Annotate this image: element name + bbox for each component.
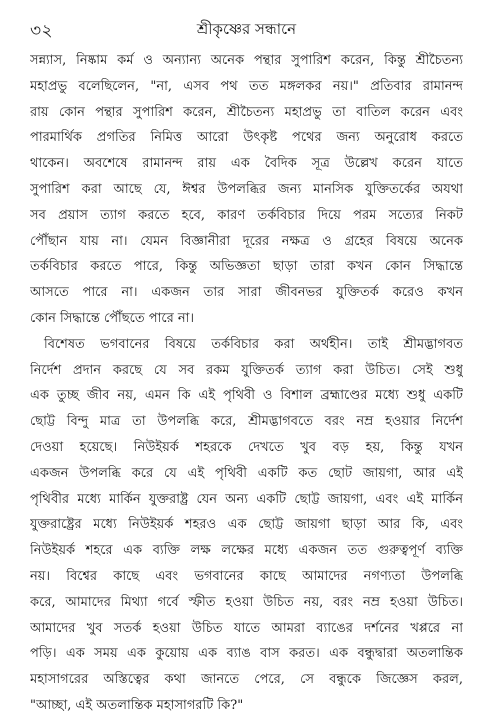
text-line: সুপারিশ করা আছে যে, ঈশ্বর উপলব্ধির জন্য মানসিক যুক্তিতর্কের অযথা: [30, 181, 463, 197]
text-line: একজন উপলব্ধি করে যে এই পৃথিবী একটি কত ছোট জায়গা, আর এই: [30, 465, 463, 481]
text-line: নয়। বিশ্বের কাছে এবং ভগবানের কাছে আমাদের নগণ্যতা উপলব্ধি: [30, 568, 463, 584]
text-line: আসতে পারে না। একজন তার সারা জীবনভর যুক্তিতর্ক করেও কখন: [30, 285, 463, 301]
text-line: মহাপ্রভু বলেছিলেন, "না, এসব পথ তত মঙ্গলকর নয়।" প্রতিবার রামানন্দ: [30, 78, 463, 94]
text-line: এক তুচ্ছ জীব নয়, এমন কি এই পৃথিবী ও বিশাল ব্রহ্মাণ্ডের মধ্যে শুধু একটি: [30, 388, 463, 404]
text-line: পারমার্থিক প্রগতির নিমিত্ত আরো উৎকৃষ্ট পথের জন্য অনুরোধ করতে: [30, 130, 463, 146]
text-line: পড়ি। এক সময় এক কুয়োয় এক ব্যাঙ বাস করত। এক বন্ধুদ্বারা অতলান্তিক: [30, 646, 463, 662]
text-line: করে, আমাদের মিথ্যা গর্বে স্ফীত হওয়া উচিত নয়, বরং নম্র হওয়া উচিত।: [30, 594, 463, 610]
text-line: থাকেন। অবশেষে রামানন্দ রায় এক বৈদিক সূত্র উল্লেখ করেন যাতে: [30, 156, 463, 172]
text-line: পৃথিবীর মধ্যে মার্কিন যুক্তরাষ্ট্র যেন অন্য একটি ছোট্ট জায়গা, এবং এই মার্কিন: [30, 491, 463, 507]
paragraph-start-line: বিশেষত ভগবানের বিষয়ে তর্কবিচার করা অর্থহীন। তাই শ্রীমদ্ভাগবত: [44, 336, 463, 352]
paragraph-end-line: কোন সিদ্ধান্তে পৌঁছতে পারে না।: [30, 310, 195, 326]
text-line: "আচ্ছা, এই অতলান্তিক মহাসাগরটি কি?": [30, 697, 244, 713]
text-line: দেওয়া হয়েছে। নিউইয়র্ক শহরকে দেখতে খুব বড় হয়, কিন্তু যখন: [30, 439, 463, 455]
running-title: শ্রীকৃষ্ণের সন্ধানে: [196, 20, 297, 38]
text-line: সন্ন্যাস, নিষ্কাম কর্ম ও অন্যান্য অনেক পন্থার সুপারিশ করেন, কিন্তু শ্রীচৈতন্য: [30, 53, 463, 68]
text-line: মহাসাগরের অস্তিত্বের কথা জানতে পেরে, সে বন্ধুকে জিজ্ঞেস করল,: [30, 672, 463, 688]
text-line: ছোট্ট বিন্দু মাত্র তা উপলব্ধি করে, শ্রীমদ্ভাগবতে বরং নম্র হওয়ার নির্দেশ: [30, 414, 463, 430]
text-line: তর্কবিচার করতে পারে, কিন্তু অভিজ্ঞতা ছাড়া তারা কখন কোন সিদ্ধান্তে: [30, 259, 463, 275]
text-line: পৌঁছান যায় না। যেমন বিজ্ঞানীরা দূরের নক্ষত্র ও গ্রহের বিষয়ে অনেক: [30, 233, 463, 249]
page-header: [30, 8, 463, 40]
page-number: ৩২: [30, 21, 54, 41]
text-line: সব প্রয়াস ত্যাগ করতে হবে, কারণ তর্কবিচার দিয়ে পরম সত্যের নিকট: [30, 207, 463, 223]
body-text: [30, 48, 463, 719]
text-line: রায় কোন পন্থার সুপারিশ করেন, শ্রীচৈতন্য মহাপ্রভু তা বাতিল করেন এবং: [30, 104, 463, 120]
text-line: নিউইয়র্ক শহরে এক ব্যক্তি লক্ষ লক্ষের মধ্যে একজন তত গুরুত্বপূর্ণ ব্যক্তি: [30, 543, 463, 559]
text-line: নির্দেশ প্রদান করছে যে সব রকম যুক্তিতর্ক ত্যাগ করা উচিত। সেই শুধু: [30, 362, 463, 378]
text-line: যুক্তরাষ্ট্রের মধ্যে নিউইয়র্ক শহরও এক ছোট্ট জায়গা ছাড়া আর কি, এবং: [30, 517, 463, 533]
text-line: আমাদের খুব সতর্ক হওয়া উচিত যাতে আমরা ব্যাঙের দর্শনের খপ্পরে না: [30, 620, 463, 636]
